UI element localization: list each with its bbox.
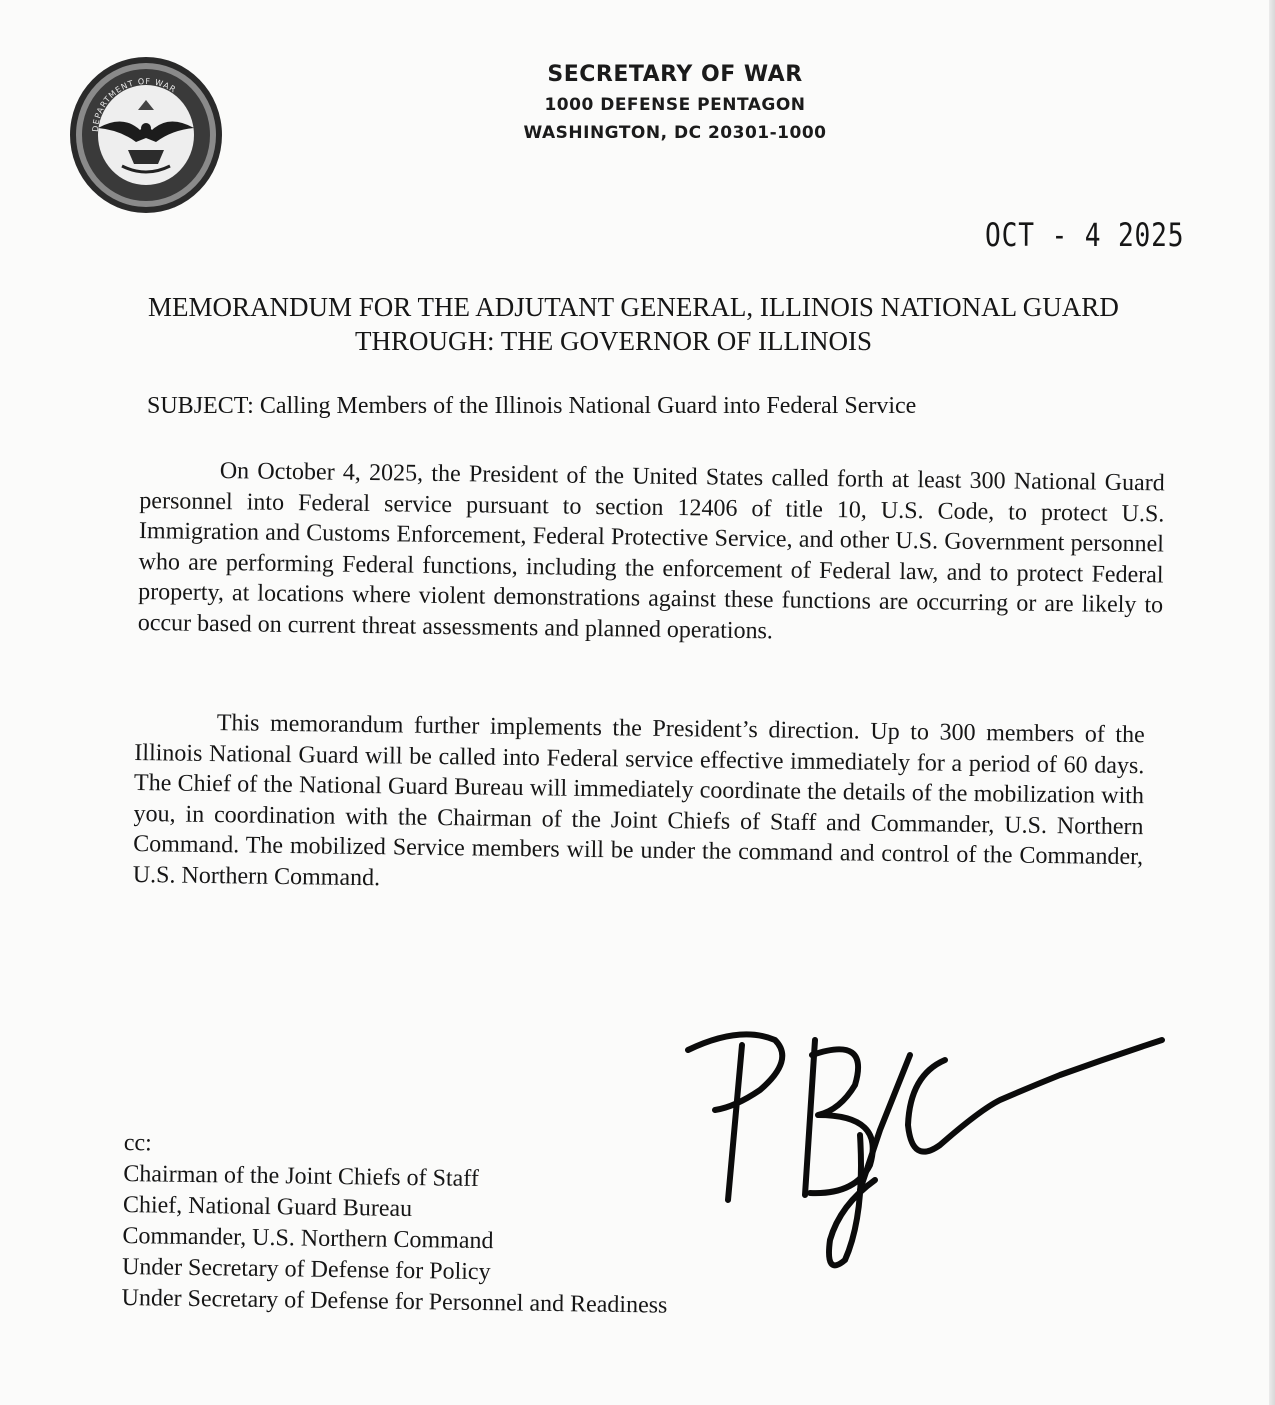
page-edge	[1269, 0, 1275, 1405]
cc-recipient: Chairman of the Joint Chiefs of Staff	[123, 1160, 480, 1192]
date-stamp: OCT - 4 2025	[985, 216, 1185, 254]
cc-recipient: Chief, National Guard Bureau	[122, 1191, 413, 1223]
letterhead-address-line2: WASHINGTON, DC 20301-1000	[523, 123, 827, 143]
memo-for-line: MEMORANDUM FOR THE ADJUTANT GENERAL, ILLINOIS NATIONAL GUARD	[148, 292, 1119, 322]
svg-text:DEPARTMENT OF WAR: DEPARTMENT OF WAR	[90, 76, 178, 133]
signature	[680, 1015, 1170, 1280]
memo-through-line: THROUGH: THE GOVERNOR OF ILLINOIS	[355, 326, 872, 356]
body-paragraph-2: This memorandum further implements the President’s direction. Up to 300 members of the Illinois National Guard will be called into Federal service effective immediately for a period of 60 days. The Chief of the National Guard Bureau will immediately coordinate the details of the mobilization with you, in coordination with the Chairman of the Joint Chiefs of Staff and Commander, U.S. Northern Command. The mobilized Service members will be under the command and control of the Commander, U.S. Northern Command.	[132, 710, 1145, 891]
cc-recipient: Under Secretary of Defense for Personnel and Readiness	[121, 1284, 668, 1319]
body-paragraph-1: On October 4, 2025, the President of the United States called forth at least 300 National Guard personnel into Federal service pursuant to section 12406 of title 10, U.S. Code, to protect U.S. Immigration and Customs Enforcement, Federal Protective Service, and other U.S. Government personnel who are performing Federal functions, including the enforcement of Federal law, and to protect Federal property, at locations where violent demonstrations against these functions are occurring or are likely to occur based on current threat assessments and planned operations.	[137, 458, 1165, 644]
cc-block	[121, 1128, 669, 1322]
cc-recipient: Under Secretary of Defense for Policy	[121, 1253, 491, 1286]
subject-line: SUBJECT: Calling Members of the Illinois National Guard into Federal Service	[147, 393, 917, 419]
letterhead-address-line1: 1000 DEFENSE PENTAGON	[544, 95, 806, 115]
cc-label: cc:	[123, 1129, 152, 1157]
cc-recipient: Commander, U.S. Northern Command	[122, 1222, 494, 1255]
department-seal-icon	[68, 54, 224, 216]
letterhead-title: SECRETARY OF WAR	[547, 62, 803, 87]
